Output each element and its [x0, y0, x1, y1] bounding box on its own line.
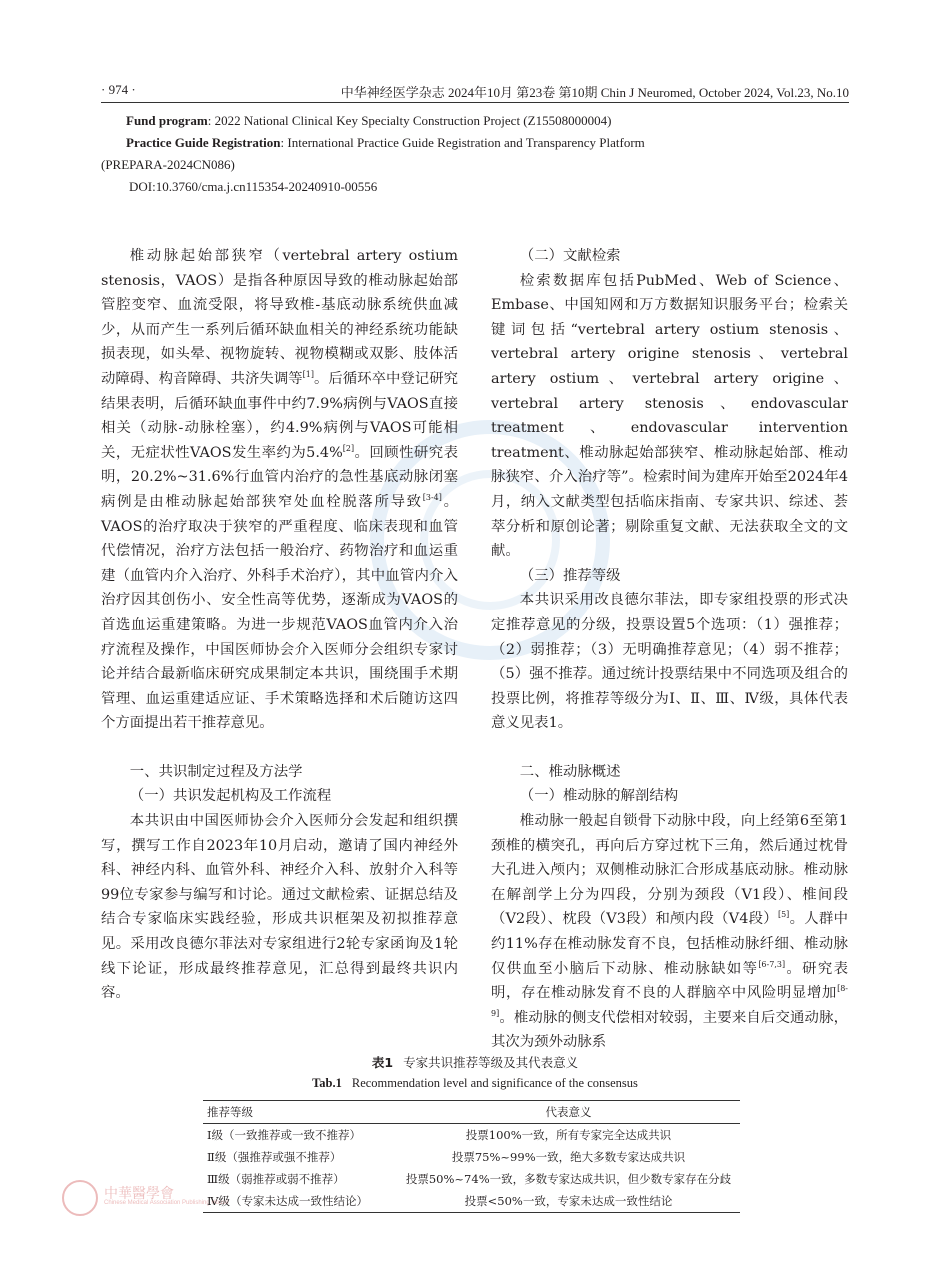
table-caption-en	[101, 1076, 849, 1091]
body-paragraph: 检索数据库包括PubMed、Web of Science、Embase、中国知网和万方数据知识服务平台；检索关键词包括“vertebral artery ostium stenosis、vertebral artery origine stenosis、vertebral artery ostium、vertebral artery origine、vertebral artery stenosis、endovascular treatment、endovascular intervention treatment、椎动脉起始部狭窄、椎动脉起始部、椎动脉狭窄、介入治疗等”。检索时间为建库开始至2024年4月，纳入文献类型包括临床指南、专家共识、综述、荟萃分析和原创论著；剔除重复文献、无法获取全文的文献。	[491, 272, 848, 560]
table-row	[203, 1168, 740, 1190]
fund-label: Fund program	[126, 113, 208, 128]
table-row	[203, 1146, 740, 1168]
citation-ref: [2]	[342, 443, 355, 453]
citation-ref: [5]	[777, 910, 790, 920]
cma-logo-icon	[62, 1180, 98, 1216]
intro-text-a: 椎动脉起始部狭窄（vertebral artery ostium stenosis，VAOS）是指各种原因导致的椎动脉起始部管腔变窄、血流受限，将导致椎-基底动脉系统供血减少，从而产生一系列后循环缺血相关的神经系统功能缺损表现，如头晕、视物旋转、视物模糊或双影、肢体活动障碍、构音障碍、共济失调等	[101, 248, 458, 387]
table-label-cn: 表1	[371, 1055, 394, 1070]
right-column	[491, 244, 848, 1055]
table-cell: Ⅳ级（专家未达成一致性结论）	[207, 1194, 368, 1208]
table-cell: 投票<50%一致，专家未达成一致性结论	[464, 1194, 673, 1208]
subsection-heading: （一）椎动脉的解剖结构	[519, 788, 679, 805]
citation-ref: [1]	[302, 370, 314, 380]
table-title-en: Recommendation level and significance of the consensus	[351, 1076, 638, 1090]
column-header: 代表意义	[545, 1105, 592, 1119]
table-title-cn: 专家共识推荐等级及其代表意义	[403, 1055, 579, 1070]
body-paragraph: 本共识采用改良德尔菲法，即专家组投票的形式决定推荐意见的分级，投票设置5个选项：（1）强推荐；（2）弱推荐；（3）无明确推荐意见；（4）弱不推荐；（5）强不推荐。通过统计投票结果中不同选项及组合的投票比例，将推荐等级分为Ⅰ、Ⅱ、Ⅲ、Ⅳ级，具体代表意义见表1。	[491, 592, 848, 732]
body-paragraph	[491, 809, 848, 1055]
subsection-heading: （二）文献检索	[519, 248, 621, 264]
section-heading: 二、椎动脉概述	[519, 763, 621, 780]
subsection-heading: （一）共识发起机构及工作流程	[129, 788, 332, 805]
left-column	[101, 244, 458, 1006]
table-cell: Ⅱ级（强推荐或强不推荐）	[207, 1150, 342, 1164]
table-cell: 投票75%~99%一致，绝大多数专家达成共识	[451, 1150, 686, 1164]
doi: DOI:10.3760/cma.j.cn115354-20240910-00556	[129, 179, 378, 194]
registration	[101, 132, 886, 154]
anatomy-text-b: 。人群中约11%存在椎动脉发育不良，包括椎动脉纤细、椎动脉仅供血至小脑后下动脉、椎动脉缺如等	[491, 911, 848, 977]
cma-logo-subtext: Chinese Medical Association Publishing House	[104, 1200, 229, 1206]
citation-ref: [6-7,3]	[758, 959, 786, 969]
table-label-en: Tab.1	[312, 1076, 342, 1090]
table-cell: 投票100%一致，所有专家完全达成共识	[465, 1128, 672, 1142]
table-header-row	[203, 1101, 740, 1124]
page-number: · 974 ·	[101, 82, 136, 97]
fund-program	[101, 110, 886, 132]
registration-id: (PREPARA-2024CN086)	[101, 157, 235, 172]
intro-text-c: 。回顾性研究表明，20.2%~31.6%行血管内治疗的急性基底动脉闭塞病例是由椎动脉起始部狭窄处血栓脱落所导致	[101, 444, 458, 510]
column-header: 推荐等级	[207, 1105, 253, 1119]
table-cell: Ⅲ级（弱推荐或弱不推荐）	[207, 1172, 345, 1186]
anatomy-text-a: 椎动脉一般起自锁骨下动脉中段，向上经第6至第1颈椎的横突孔，再向后方穿过枕下三角，然后通过枕骨大孔进入颅内；双侧椎动脉汇合形成基底动脉。椎动脉在解剖学上分为四段，分别为颈段（V1段）、椎间段（V2段）、枕段（V3段）和颅内段（V4段）	[491, 813, 848, 928]
registration-text: : International Practice Guide Registration and Transparency Platform	[280, 135, 645, 150]
journal-title: 中华神经医学杂志 2024年10月 第23卷 第10期 Chin J Neuromed, October 2024, Vol.23, No.10	[340, 85, 849, 100]
citation-ref: [3-4]	[422, 493, 442, 503]
table-row	[203, 1124, 740, 1147]
intro-text-b: 。后循环卒中登记研究结果表明，后循环缺血事件中约7.9%病例与VAOS直接相关（动脉-动脉栓塞），约4.9%病例与VAOS可能相关，无症状性VAOS发生率约为5.4%	[101, 370, 458, 461]
anatomy-text-c: 。研究表明，存在椎动脉发育不良的人群脑卒中风险明显增加	[491, 960, 848, 1002]
intro-paragraph	[101, 244, 458, 736]
cma-logo-text: 中華醫學會	[104, 1186, 174, 1202]
running-header	[101, 82, 849, 102]
table-row	[203, 1190, 740, 1213]
section-heading: 一、共识制定过程及方法学	[129, 763, 303, 780]
table-cell: 投票50%~74%一致，多数专家达成共识，但少数专家存在分歧	[405, 1172, 732, 1186]
intro-text-d: 。VAOS的治疗取决于狭窄的严重程度、临床表现和血管代偿情况，治疗方法包括一般治疗、药物治疗和血运重建（血管内介入治疗、外科手术治疗），其中血管内介入治疗因其创伤小、安全性高等优势，逐渐成为VAOS的首选血运重建策略。为进一步规范VAOS血管内介入治疗流程及操作，中国医师协会介入医师分会组织专家讨论并结合最新临床研究成果制定本共识，围绕围手术期管理、血运重建适应证、手术策略选择和术后随访这四个方面提出若干推荐意见。	[101, 493, 458, 732]
registration-label: Practice Guide Registration	[126, 135, 281, 150]
citation-ref: [8-9]	[491, 984, 848, 1019]
subsection-heading: （三）推荐等级	[519, 567, 621, 584]
fund-text: : 2022 National Clinical Key Specialty Construction Project (Z15508000004)	[207, 113, 612, 128]
header-rule	[101, 102, 849, 103]
anatomy-text-d: 。椎动脉的侧支代偿相对较弱，主要来自后交通动脉，其次为颈外动脉系	[491, 1009, 848, 1051]
table-caption-cn	[101, 1053, 849, 1071]
table-cell: Ⅰ级（一致推荐或一致不推荐）	[207, 1128, 362, 1142]
body-paragraph: 本共识由中国医师协会介入医师分会发起和组织撰写，撰写工作自2023年10月启动，邀请了国内神经外科、神经内科、血管外科、神经介入科、放射介入科等99位专家参与编写和讨论。通过文献检索、证据总结及结合专家临床实践经验，形成共识框架及初拟推荐意见。采用改良德尔菲法对专家组进行2轮专家函询及1轮线下论证，形成最终推荐意见，汇总得到最终共识内容。	[101, 813, 458, 1002]
recommendation-table	[203, 1100, 740, 1213]
